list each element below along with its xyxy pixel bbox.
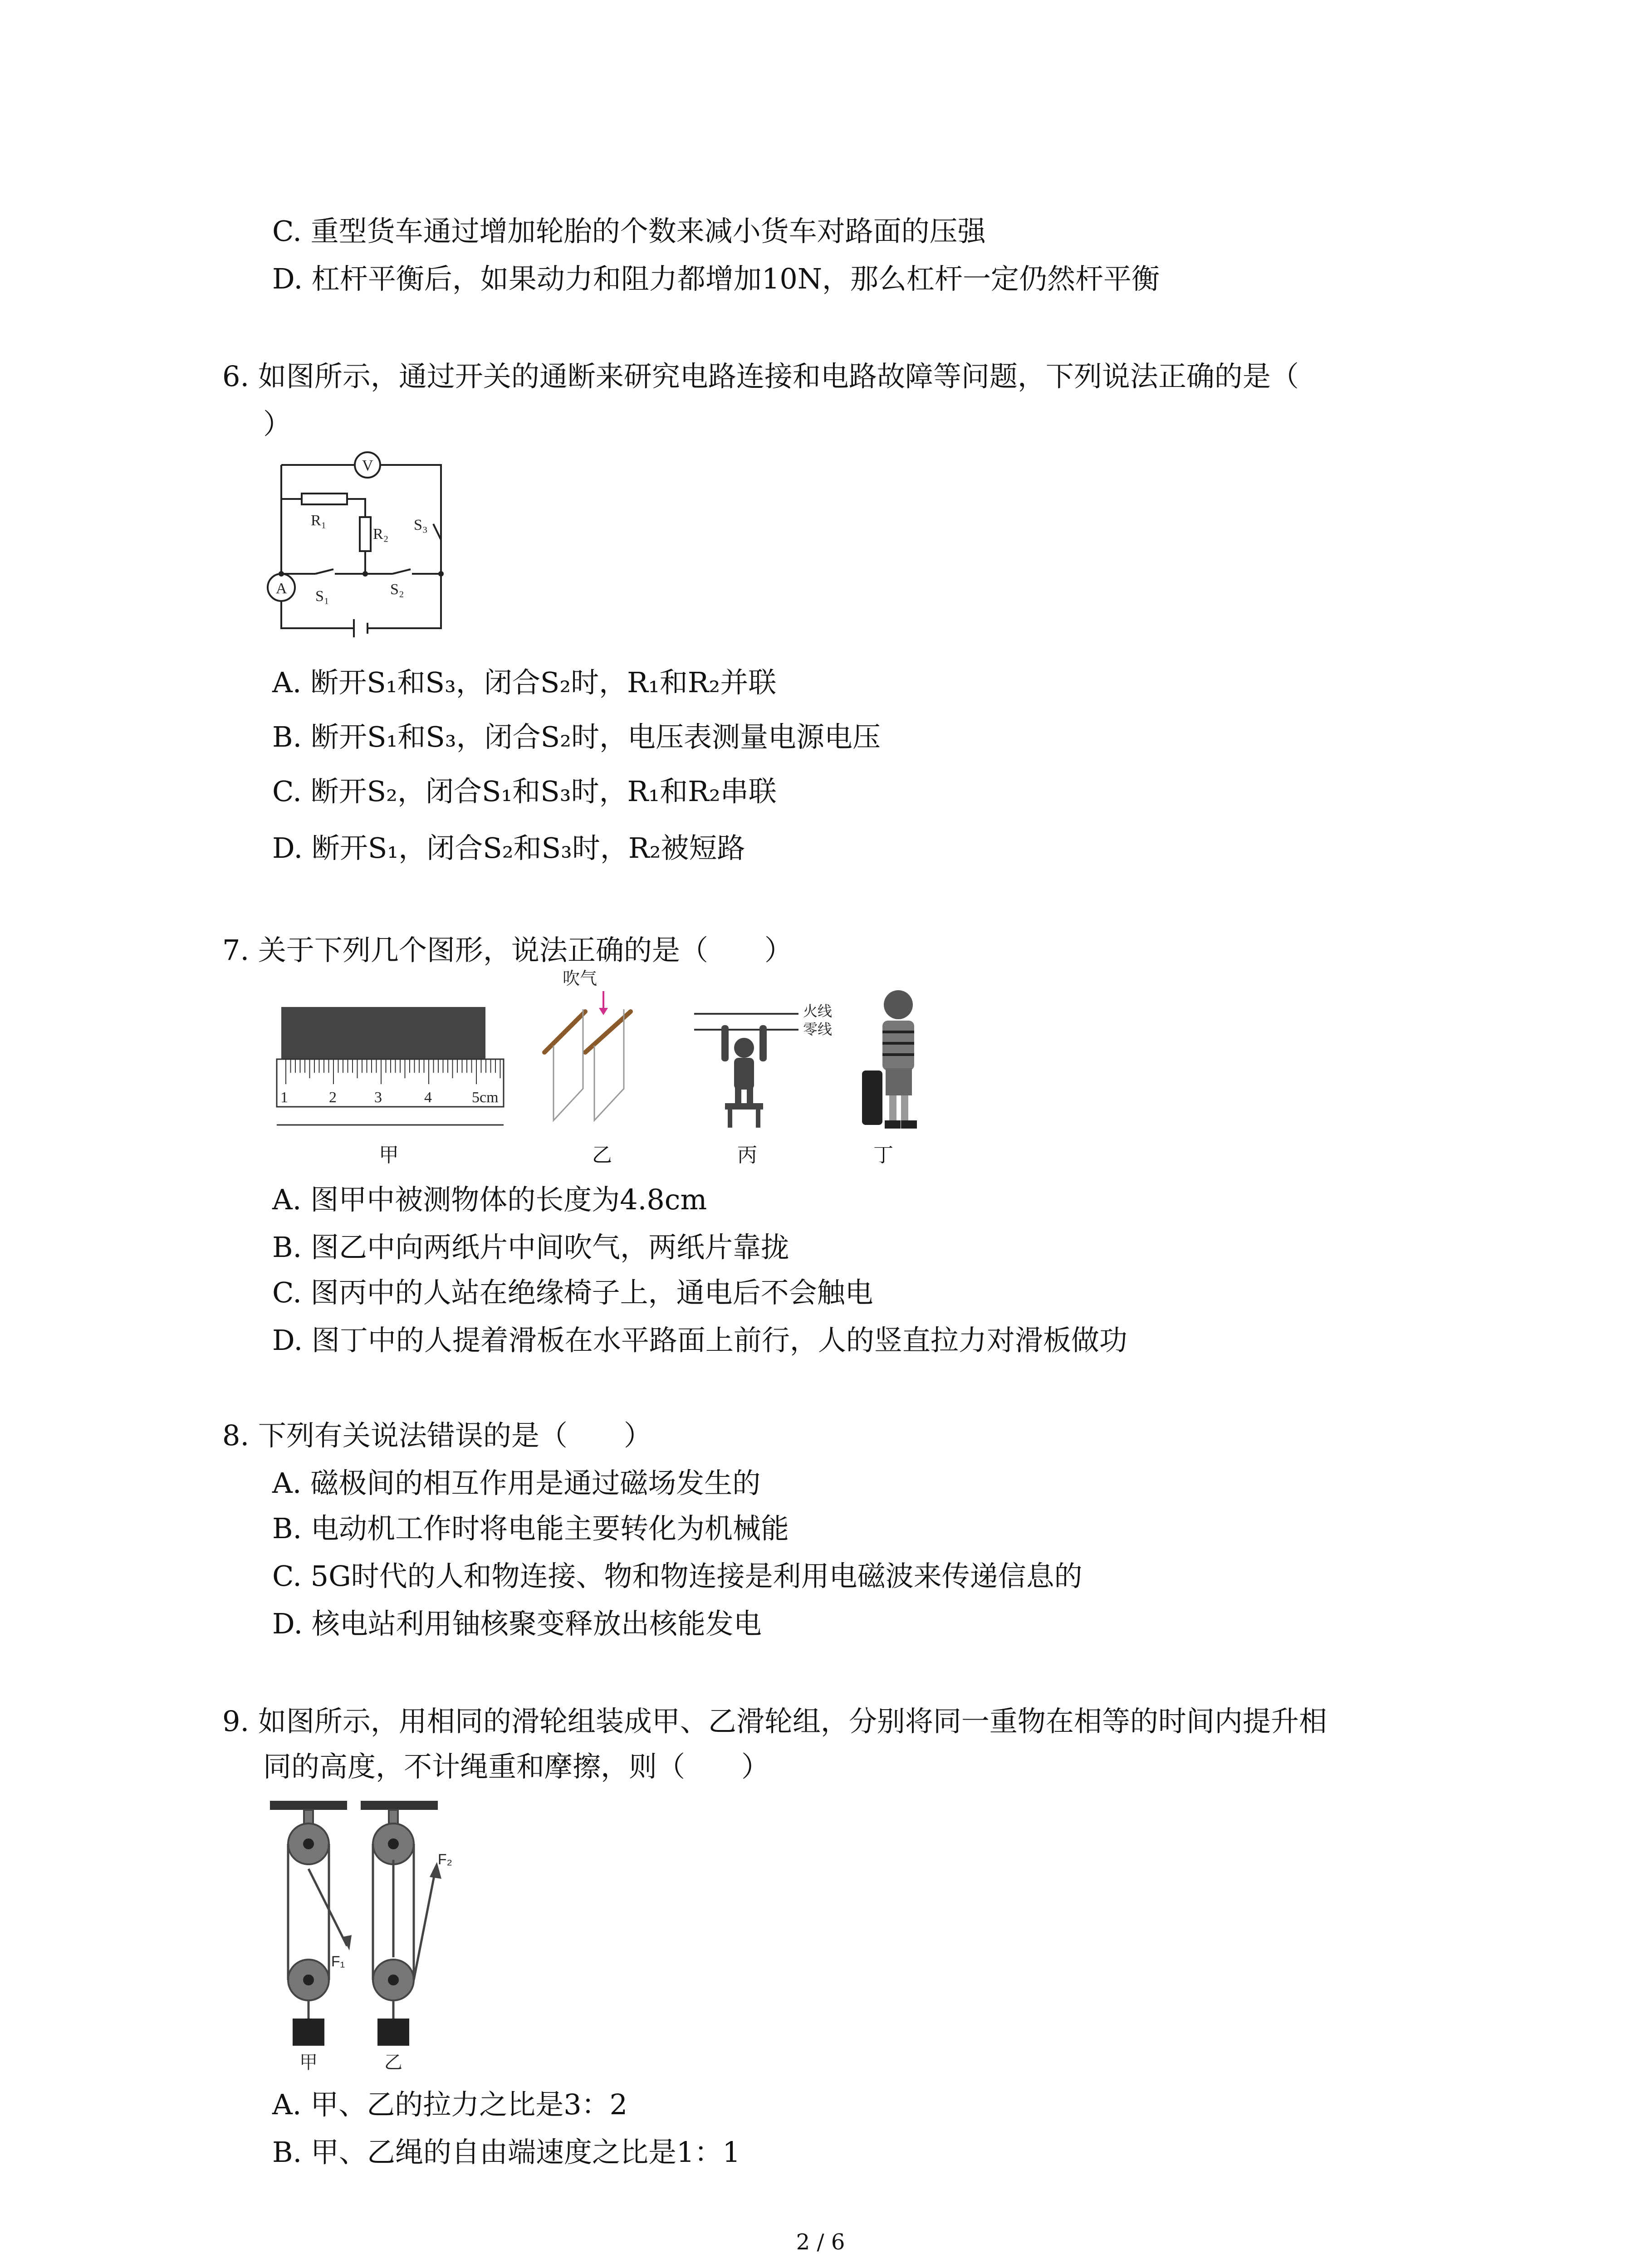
q5-option-d: D. 杠杆平衡后，如果动力和阻力都增加10N，那么杠杆一定仍然杆平衡 [272, 262, 1160, 295]
q7-blow-label: 吹气 [563, 968, 598, 988]
q7-option-b: B. 图乙中向两纸片中间吹气，两纸片靠拢 [272, 1231, 789, 1264]
q6-s2-label: S₂ [390, 581, 404, 598]
q9-stem-line1: 9. 如图所示，用相同的滑轮组装成甲、乙滑轮组，分别将同一重物在相等的时间内提升相 [222, 1705, 1327, 1738]
ruler-tick-4: 4 [424, 1089, 432, 1106]
q7-caption-bing: 丙 [737, 1144, 757, 1167]
q7-skateboard-figure [853, 984, 939, 1134]
q8-option-b: B. 电动机工作时将电能主要转化为机械能 [272, 1512, 789, 1545]
q8-option-d: D. 核电站利用铀核聚变释放出核能发电 [272, 1607, 762, 1640]
page-number: 2 / 6 [796, 2229, 845, 2255]
q6-s1-label: S₁ [315, 588, 329, 605]
ruler-tick-3: 3 [374, 1089, 382, 1106]
q7-caption-yi: 乙 [592, 1144, 612, 1167]
q7-option-a: A. 图甲中被测物体的长度为4.8cm [272, 1183, 707, 1216]
q8-option-c: C. 5G时代的人和物连接、物和物连接是利用电磁波来传递信息的 [272, 1559, 1083, 1593]
ruler-tick-1: 1 [280, 1089, 288, 1106]
q6-option-b: B. 断开S₁和S₃，闭合S₂时，电压表测量电源电压 [272, 720, 881, 753]
q6-circuit-figure [254, 445, 454, 644]
q7-option-d: D. 图丁中的人提着滑板在水平路面上前行，人的竖直拉力对滑板做功 [272, 1324, 1127, 1357]
q6-option-a: A. 断开S₁和S₃，闭合S₂时，R₁和R₂并联 [272, 666, 777, 699]
q7-stem: 7. 关于下列几个图形，说法正确的是（ ） [222, 934, 793, 967]
q7-ruler-figure [272, 998, 508, 1129]
q9-option-a: A. 甲、乙的拉力之比是3：2 [272, 2088, 628, 2121]
q7-paper-figure [535, 966, 671, 1129]
q6-ammeter-label: A [276, 580, 287, 597]
q9-f2-label: F₂ [438, 1851, 452, 1867]
q6-s3-label: S₃ [414, 517, 428, 533]
q6-option-d: D. 断开S₁，闭合S₂和S₃时，R₂被短路 [272, 831, 745, 865]
q9-f1-label: F₁ [331, 1953, 345, 1970]
q6-voltmeter-label: V [362, 457, 373, 474]
q7-live-wire-label: 火线 [803, 1002, 833, 1020]
q9-caption-jia: 甲 [299, 2052, 318, 2073]
ruler-tick-2: 2 [329, 1089, 337, 1106]
q9-pulley-figure [270, 1801, 483, 2073]
q6-stem-line2: ） [263, 407, 292, 440]
q5-option-c: C. 重型货车通过增加轮胎的个数来减小货车对路面的压强 [272, 215, 986, 248]
q9-caption-yi: 乙 [384, 2052, 402, 2073]
q8-stem: 8. 下列有关说法错误的是（ ） [222, 1419, 652, 1452]
q7-insulated-chair-figure [690, 989, 862, 1129]
ruler-tick-5: 5cm [472, 1089, 499, 1106]
q6-option-c: C. 断开S₂，闭合S₁和S₃时，R₁和R₂串联 [272, 775, 777, 808]
q7-option-c: C. 图丙中的人站在绝缘椅子上，通电后不会触电 [272, 1276, 873, 1309]
q6-r1-label: R₁ [311, 512, 327, 529]
q7-neutral-wire-label: 零线 [803, 1021, 833, 1038]
q9-stem-line2: 同的高度，不计绳重和摩擦，则（ ） [263, 1750, 770, 1783]
q8-option-a: A. 磁极间的相互作用是通过磁场发生的 [272, 1466, 761, 1500]
q6-stem-line1: 6. 如图所示，通过开关的通断来研究电路连接和电路故障等问题，下列说法正确的是（ [222, 360, 1299, 393]
q7-caption-ding: 丁 [873, 1144, 893, 1167]
q9-option-b: B. 甲、乙绳的自由端速度之比是1：1 [272, 2136, 740, 2169]
q6-r2-label: R₂ [373, 526, 389, 543]
q7-caption-jia: 甲 [379, 1144, 399, 1167]
